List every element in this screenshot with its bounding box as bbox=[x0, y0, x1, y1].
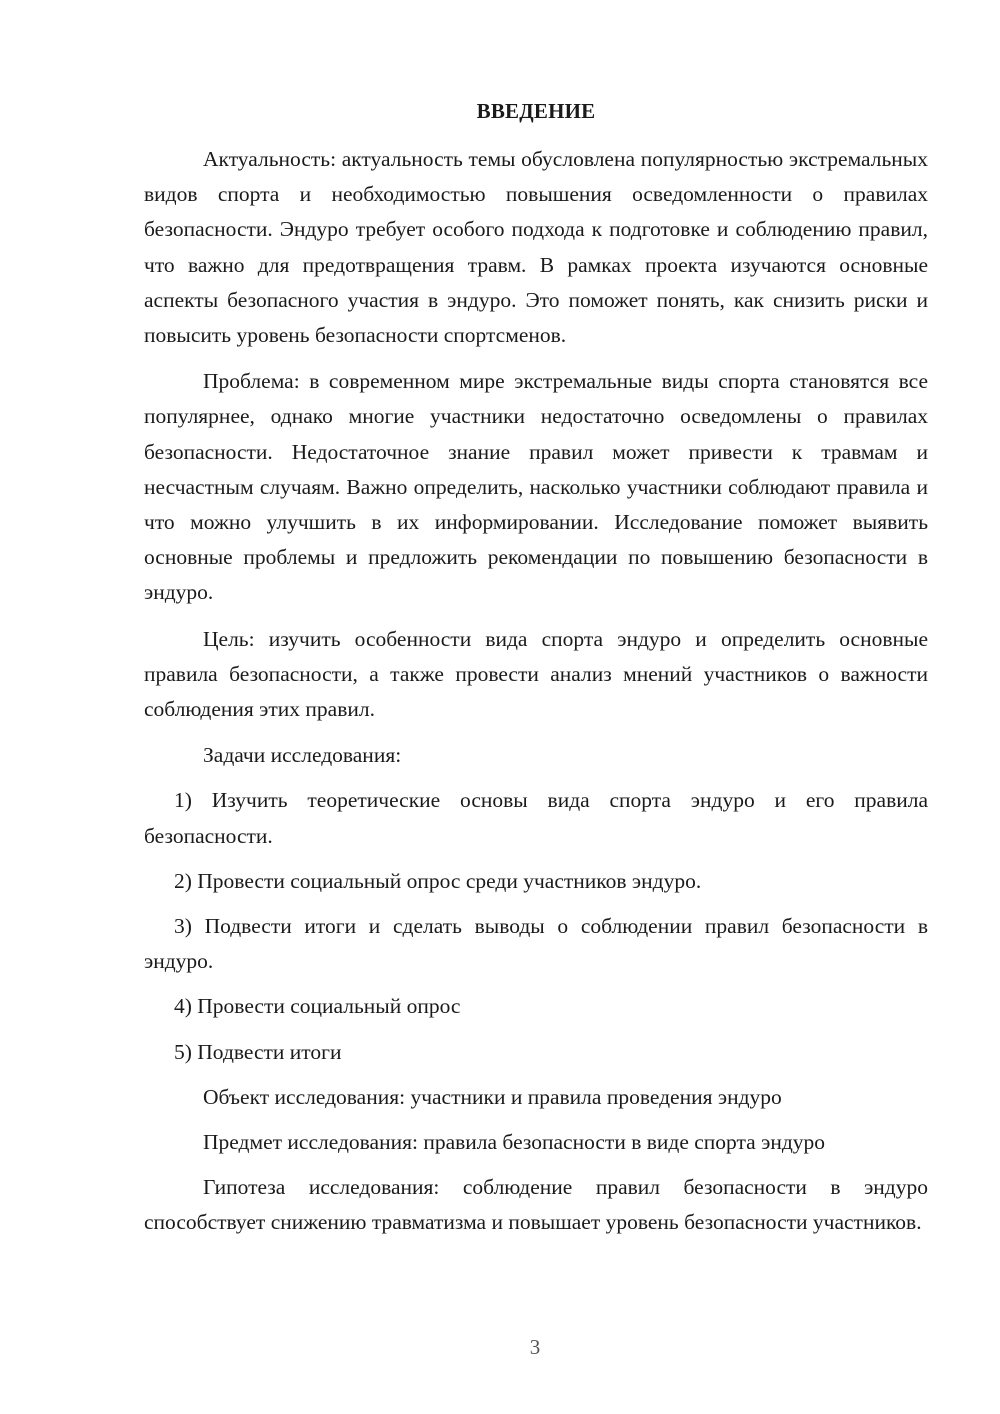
goal-paragraph: Цель: изучить особенности вида спорта эндуро и определить основные правила безопасности, а также провести анализ мнений участников о важности соблюдения этих правил. bbox=[144, 626, 928, 722]
task-item-4: 4) Провести социальный опрос bbox=[174, 994, 461, 1019]
relevance-paragraph: Актуальность: актуальность темы обусловлена популярностью экстремальных видов спорта и необходимостью повышения осведомленности о правилах безопасности. Эндуро требует особого подхода к подготовке и соблюдению правил, что важно для предотвращения травм. В рамках проекта изучаются основные аспекты безопасного участия в эндуро. Это поможет понять, как снизить риски и повысить уровень безопасности спортсменов. bbox=[144, 147, 928, 348]
task-item-5: 5) Подвести итоги bbox=[174, 1039, 342, 1064]
tasks-heading: Задачи исследования: bbox=[203, 743, 402, 768]
research-subject: Предмет исследования: правила безопасности в виде спорта эндуро bbox=[203, 1130, 826, 1155]
task-item-1: 1) Изучить теоретические основы вида спорта эндуро и его правила безопасности. bbox=[144, 788, 928, 848]
research-object: Объект исследования: участники и правила проведения эндуро bbox=[203, 1084, 782, 1109]
page-number: 3 bbox=[529, 1335, 541, 1359]
page-title: ВВЕДЕНИЕ bbox=[476, 99, 596, 123]
task-item-3: 3) Подвести итоги и сделать выводы о соблюдении правил безопасности в эндуро. bbox=[144, 914, 928, 974]
task-item-2: 2) Провести социальный опрос среди участников эндуро. bbox=[174, 868, 702, 893]
document-page bbox=[144, 94, 928, 1252]
research-hypothesis: Гипотеза исследования: соблюдение правил безопасности в эндуро способствует снижению травматизма и повышает уровень безопасности участников. bbox=[144, 1175, 928, 1235]
problem-paragraph: Проблема: в современном мире экстремальные виды спорта становятся все популярнее, однако многие участники недостаточно осведомлены о правилах безопасности. Недостаточное знание правил может привести к травмам и несчастным случаям. Важно определить, насколько участники соблюдают правила и что можно улучшить в их информировании. Исследование поможет выявить основные проблемы и предложить рекомендации по повышению безопасности в эндуро. bbox=[144, 369, 928, 605]
